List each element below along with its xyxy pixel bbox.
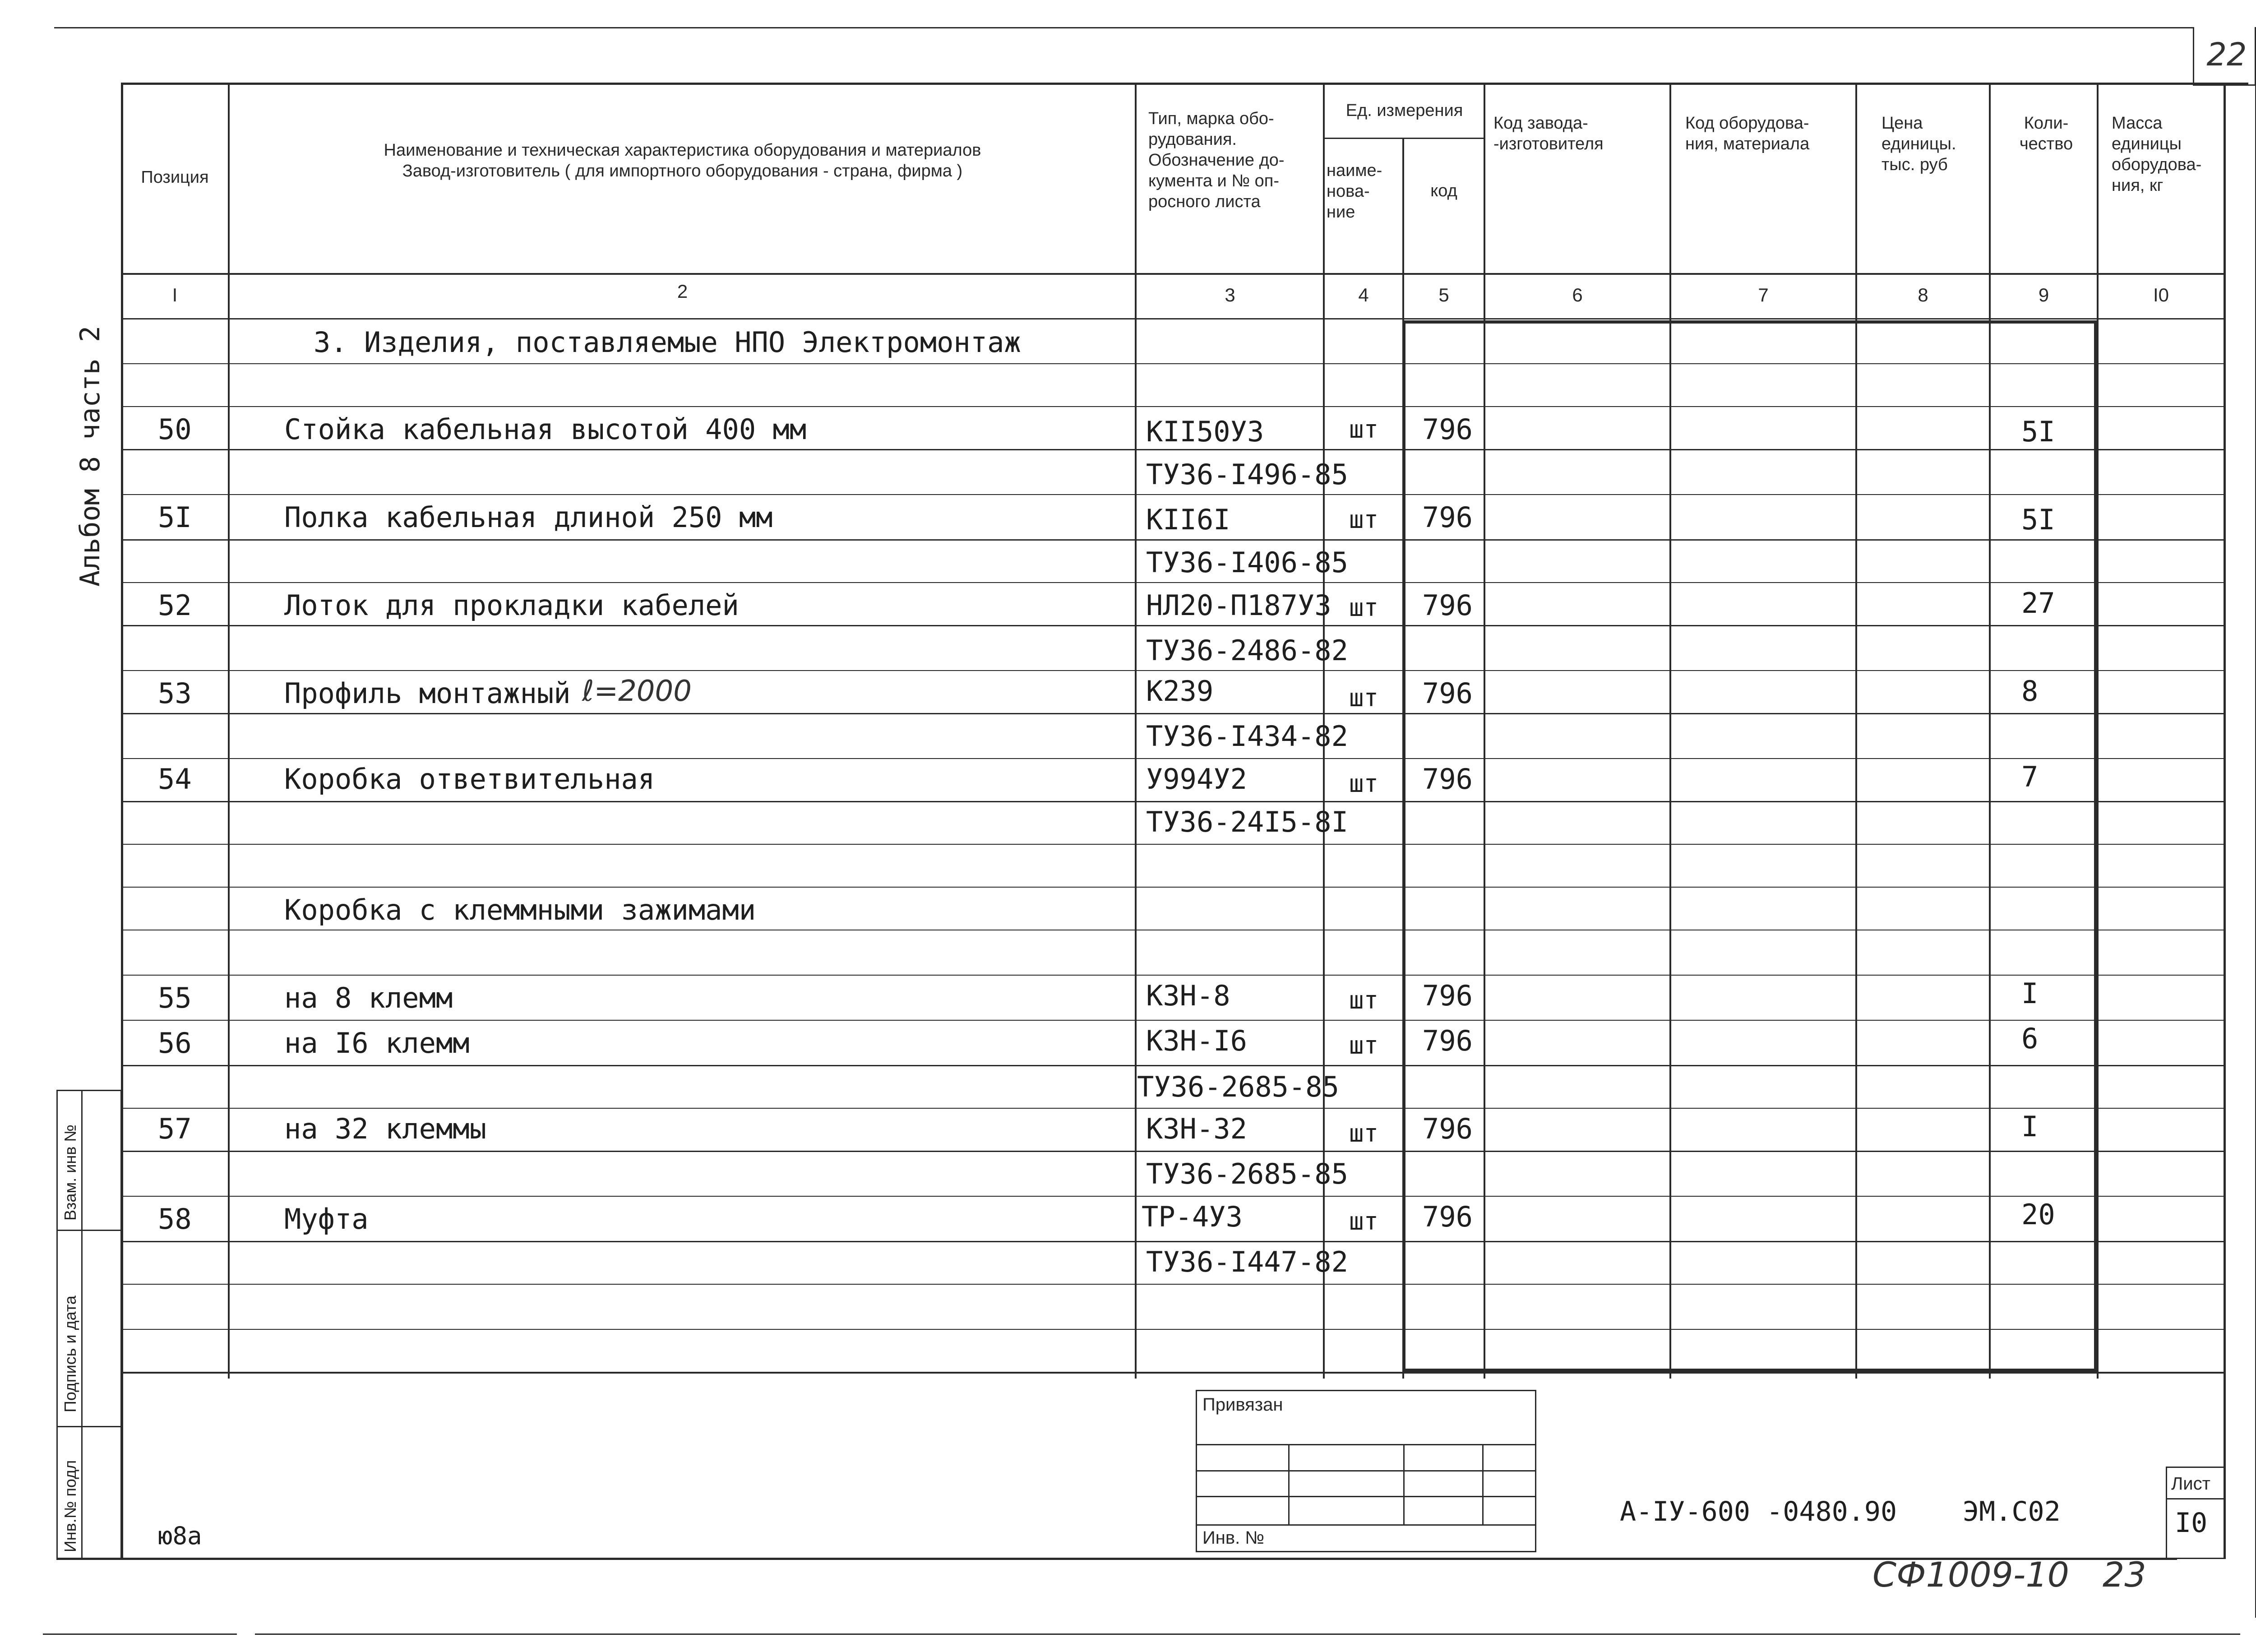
row-type: ТР-4У3 [1142, 1200, 1243, 1233]
header-maker: Код завода- -изготовителя [1493, 114, 1604, 153]
row-name: Полка кабельная длиной 250 мм [284, 501, 773, 534]
header-unit-code: код [1430, 181, 1457, 200]
row-code: 796 [1422, 979, 1473, 1012]
section-heading: 3. Изделия, поставляемые НПО Электромонтаж [314, 326, 1021, 359]
row-unit: шт [1349, 986, 1379, 1014]
row-name: Стойка кабельная высотой 400 мм [284, 413, 807, 446]
col-number: 3 [1225, 284, 1235, 305]
col-line-2 [1135, 83, 1137, 1379]
col-number: 4 [1358, 284, 1369, 305]
header-mass: Масса единицы оборудова- ния, кг [2112, 114, 2202, 195]
row-type: КЗН-I6 [1146, 1024, 1247, 1057]
bottom-rule-a [43, 1633, 237, 1635]
frame-bottom [56, 1558, 2177, 1560]
row-type: КII6I [1146, 503, 1230, 536]
row-name: на 32 клеммы [284, 1112, 486, 1145]
bottom-rule-b [255, 1633, 2240, 1635]
doc-code: А-IУ-600 -0480.90 [1620, 1496, 1897, 1527]
bottom-left-mark: ю8а [158, 1522, 202, 1550]
row-type: ТУ36-2685-85 [1137, 1070, 1339, 1103]
row-type: ТУ36-2685-85 [1146, 1157, 1348, 1190]
row-qty: I [2021, 977, 2039, 1010]
doc-suffix: ЭМ.С02 [1963, 1496, 2061, 1527]
row-code: 796 [1422, 413, 1473, 446]
row-unit: шт [1349, 1031, 1379, 1060]
row-code: 796 [1422, 763, 1473, 796]
stamp-vzam: Взам. инв № [61, 1124, 79, 1221]
row-unit: шт [1349, 1119, 1379, 1148]
row-type: НЛ20-П187У3 [1146, 589, 1331, 622]
row-pos: 56 [158, 1027, 192, 1060]
row-type: КЗН-32 [1146, 1112, 1247, 1145]
privyazan-label: Привязан [1202, 1395, 1283, 1415]
row-qty: 27 [2021, 587, 2055, 620]
row-pos: 58 [158, 1203, 192, 1236]
col-number: I [172, 284, 178, 305]
row-type: ТУ36-2486-82 [1146, 634, 1348, 667]
row-type: ТУ36-24I5-8I [1146, 805, 1348, 838]
row-code: 796 [1422, 1200, 1473, 1233]
header-price: Цена единицы. тыс. руб [1882, 114, 1956, 174]
row-unit: шт [1349, 593, 1379, 622]
row-unit: шт [1349, 505, 1379, 534]
header-qty: Коли- чество [2019, 114, 2073, 153]
row-type: К239 [1146, 675, 1214, 708]
header-unit: Ед. измерения [1345, 101, 1463, 120]
row-name: на I6 клемм [284, 1027, 470, 1060]
row-pos: 52 [158, 589, 192, 622]
row-pos: 5I [158, 501, 192, 534]
page-number-top: 22 [2206, 36, 2247, 73]
row-name: Коробка ответвительная [284, 763, 655, 796]
frame-top [121, 83, 2248, 85]
row-type: ТУ36-I496-85 [1146, 458, 1348, 491]
row-unit: шт [1349, 684, 1379, 712]
list-split [2166, 1498, 2224, 1499]
list-number: I0 [2175, 1507, 2208, 1539]
row-name: Лоток для прокладки кабелей [284, 589, 739, 622]
stamp-inv-podl: Инв.№ подл [61, 1460, 79, 1552]
col-number: I0 [2153, 284, 2169, 305]
col-number: 6 [1572, 284, 1583, 305]
row-pos: 55 [158, 981, 192, 1014]
header-bottom [121, 273, 2224, 275]
stamp-row-2 [56, 1426, 122, 1427]
row-pos: 53 [158, 677, 192, 710]
row-qty: 5I [2021, 503, 2055, 536]
row-type: КII50У3 [1146, 415, 1264, 448]
row-code: 796 [1422, 677, 1473, 710]
row-code: 796 [1422, 589, 1473, 622]
archive-page: 23 [2103, 1555, 2146, 1595]
bold-frame [1402, 320, 2097, 1372]
header-equip: Код оборудова- ния, материала [1685, 114, 1810, 153]
list-label: Лист [2171, 1474, 2210, 1494]
row-name-extra: ℓ=2000 [582, 675, 692, 708]
stamp-split [81, 1090, 83, 1559]
header-name-1: Наименование и техническая характеристика оборудования и материалов [384, 141, 981, 160]
header-pos: Позиция [141, 168, 209, 187]
colnum-bottom [121, 318, 2224, 319]
row-type: ТУ36-I434-82 [1146, 720, 1348, 753]
table-bottom [121, 1372, 2224, 1374]
row-unit: шт [1349, 415, 1379, 444]
row-pos: 54 [158, 763, 192, 796]
stamp-row-1 [56, 1230, 122, 1231]
col-number: 2 [677, 281, 688, 302]
row-code: 796 [1422, 501, 1473, 534]
subheading: Коробка с клеммными зажимами [284, 893, 756, 926]
col-number: 5 [1438, 284, 1449, 305]
row-qty: I [2021, 1110, 2039, 1143]
row-name: Профиль монтажный [284, 677, 571, 710]
header-unit-name: наиме- нова- ние [1327, 161, 1382, 222]
col-number: 7 [1758, 284, 1769, 305]
row-pos: 50 [158, 413, 192, 446]
row-qty: 5I [2021, 415, 2055, 448]
row-type: У994У2 [1146, 763, 1247, 796]
col-number: 9 [2038, 284, 2049, 305]
col-number: 8 [1918, 284, 1928, 305]
frame-right [2224, 83, 2226, 1559]
row-qty: 20 [2021, 1198, 2055, 1231]
row-unit: шт [1349, 1207, 1379, 1236]
unit-split [1324, 138, 1484, 139]
row-qty: 8 [2021, 675, 2039, 708]
top-rule [54, 27, 2193, 28]
header-name-2: Завод-изготовитель ( для импортного оборудования - страна, фирма ) [402, 162, 963, 180]
row-pos: 57 [158, 1112, 192, 1145]
row-qty: 6 [2021, 1022, 2039, 1055]
col-line-1 [228, 83, 230, 1379]
row-type: КЗН-8 [1146, 979, 1230, 1012]
row-qty: 7 [2021, 760, 2039, 793]
inv-label: Инв. № [1202, 1528, 1265, 1548]
stamp-podpis: Подпись и дата [61, 1296, 79, 1412]
header-type: Тип, марка обо- рудования. Обозначение до- кумента и № оп- росного листа [1148, 109, 1285, 211]
row-name: на 8 клемм [284, 981, 453, 1014]
row-type: ТУ36-I447-82 [1146, 1245, 1348, 1278]
margin-title: Альбом 8 часть 2 [74, 326, 106, 587]
row-name: Муфта [284, 1203, 369, 1236]
row-unit: шт [1349, 769, 1379, 798]
archive-code: СФ1009-10 [1872, 1555, 2070, 1595]
row-code: 796 [1422, 1112, 1473, 1145]
row-type: ТУ36-I406-85 [1146, 546, 1348, 579]
row-code: 796 [1422, 1024, 1473, 1057]
